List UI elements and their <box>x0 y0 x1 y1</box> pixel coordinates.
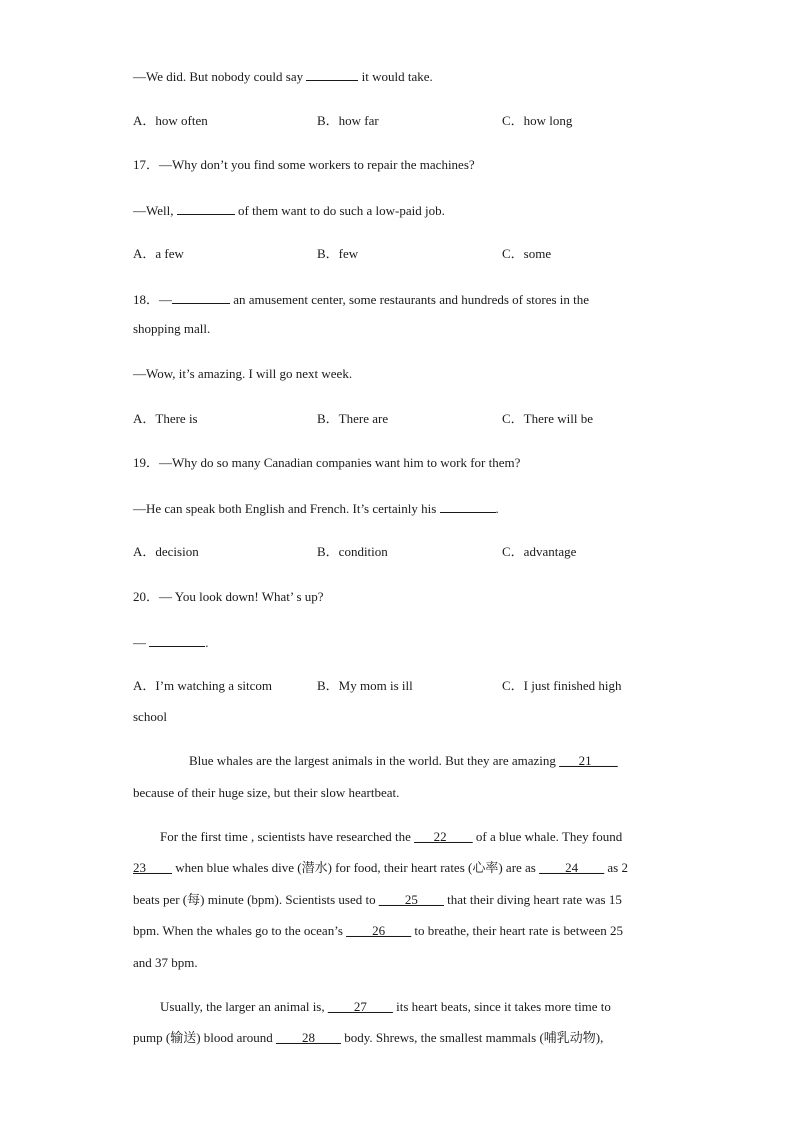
blank-26[interactable]: ____26____ <box>346 923 412 938</box>
q20-question: 20．— You look down! What’ s up? <box>133 589 324 604</box>
q17-answer-line <box>133 202 445 219</box>
text: For the first time , scientists have researched the <box>160 829 415 844</box>
text: —Well, <box>133 203 177 218</box>
text: an amusement center, some restaurants and hundreds of stores in the <box>230 292 590 307</box>
text: when blue whales dive (潜水) for food, their heart rates (心率) are as <box>172 860 540 875</box>
blank-28[interactable]: ____28____ <box>275 1030 341 1045</box>
passage-line <box>133 892 622 908</box>
option-b[interactable]: B．My mom is ill <box>317 678 413 693</box>
text: —We did. But nobody could say <box>133 69 307 84</box>
option-a[interactable]: A．a few <box>133 246 184 261</box>
option-b[interactable]: B．condition <box>317 544 388 559</box>
text: it would take. <box>358 69 433 84</box>
answer-blank[interactable] <box>172 291 230 304</box>
blank-21[interactable]: ___21____ <box>559 753 618 768</box>
option-a[interactable]: A．decision <box>133 544 199 559</box>
q19-question: 19．—Why do so many Canadian companies want him to work for them? <box>133 455 521 470</box>
q20-answer-line <box>133 634 209 651</box>
text: its heart beats, since it takes more time to <box>392 999 611 1014</box>
option-c-cont: school <box>133 709 167 724</box>
passage-line <box>160 829 622 845</box>
option-b[interactable]: B．how far <box>317 113 379 128</box>
passage-line <box>133 860 628 876</box>
text: of them want to do such a low-paid job. <box>234 203 445 218</box>
blank-25[interactable]: ____25____ <box>378 892 444 907</box>
passage-line <box>189 753 618 769</box>
text: 18．— <box>133 292 173 307</box>
passage-line <box>133 923 623 939</box>
q19-answer-line <box>133 500 499 517</box>
text: of a blue whale. They found <box>472 829 623 844</box>
text: bpm. When the whales go to the ocean’s <box>133 923 347 938</box>
option-c[interactable]: C．There will be <box>502 411 593 426</box>
answer-blank[interactable] <box>306 68 358 81</box>
q18-answer: —Wow, it’s amazing. I will go next week. <box>133 366 353 381</box>
text: body. Shrews, the smallest mammals (哺乳动物), <box>340 1030 604 1045</box>
blank-23[interactable]: 23____ <box>133 860 172 875</box>
answer-blank[interactable] <box>149 634 205 647</box>
option-c[interactable]: C．some <box>502 246 552 261</box>
text: that their diving heart rate was 15 <box>443 892 622 907</box>
option-c[interactable]: C．I just finished high <box>502 678 622 693</box>
blank-27[interactable]: ____27____ <box>327 999 393 1014</box>
text: beats per (每) minute (bpm). Scientists used to <box>133 892 379 907</box>
option-c[interactable]: C．advantage <box>502 544 577 559</box>
blank-24[interactable]: ____24____ <box>539 860 605 875</box>
text: —He can speak both English and French. It’s certainly his <box>133 501 440 516</box>
option-c[interactable]: C．how long <box>502 113 573 128</box>
passage-line: and 37 bpm. <box>133 955 198 970</box>
option-b[interactable]: B．few <box>317 246 359 261</box>
option-a[interactable]: A．There is <box>133 411 198 426</box>
q16-answer-line <box>133 68 433 85</box>
text: . <box>205 635 209 650</box>
text: as 2 <box>604 860 628 875</box>
passage-line <box>160 999 611 1015</box>
blank-22[interactable]: ___22____ <box>414 829 473 844</box>
option-b[interactable]: B．There are <box>317 411 389 426</box>
text: — <box>133 635 150 650</box>
passage-line <box>133 1030 603 1046</box>
text: Usually, the larger an animal is, <box>160 999 328 1014</box>
text: to breathe, their heart rate is between 25 <box>411 923 624 938</box>
text: pump (输送) blood around <box>133 1030 276 1045</box>
answer-blank[interactable] <box>177 202 235 215</box>
passage-line: because of their huge size, but their slow heartbeat. <box>133 785 400 800</box>
answer-blank[interactable] <box>440 500 496 513</box>
q18-question <box>133 291 589 308</box>
q18-question-cont: shopping mall. <box>133 321 211 336</box>
text: . <box>495 501 499 516</box>
q17-question: 17．—Why don’t you find some workers to repair the machines? <box>133 157 475 172</box>
option-a[interactable]: A．I’m watching a sitcom <box>133 678 272 693</box>
option-a[interactable]: A．how often <box>133 113 208 128</box>
text: Blue whales are the largest animals in the world. But they are amazing <box>189 753 560 768</box>
